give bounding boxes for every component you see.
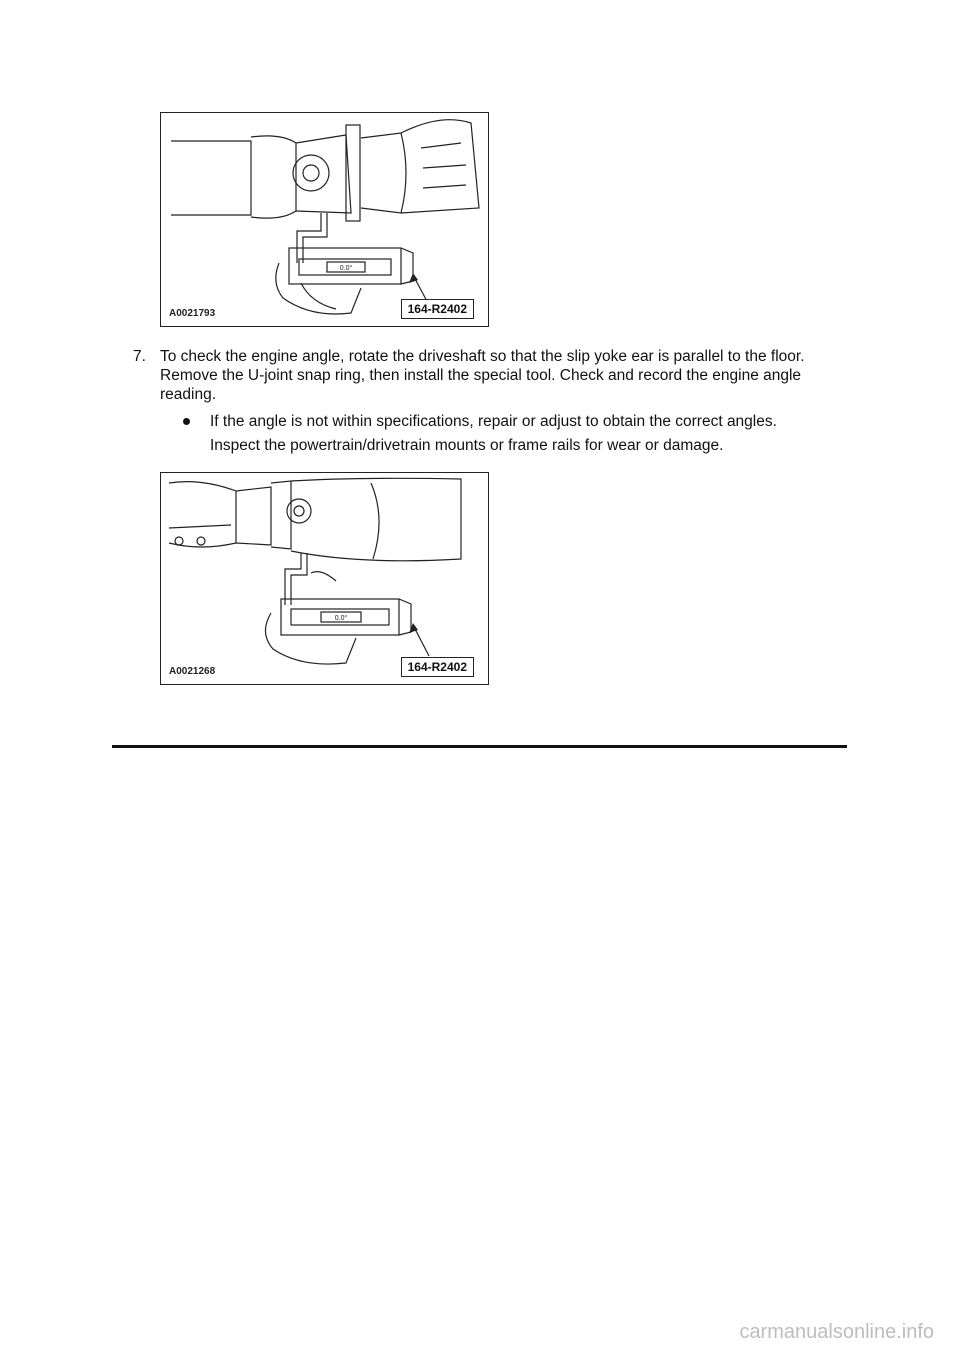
inclinometer-reading-1: 0.0° xyxy=(339,265,353,272)
bullet-text: If the angle is not within specifications, repair or adjust to obtain the correct angles. xyxy=(210,413,777,430)
figure-id-1: A0021793 xyxy=(169,308,216,319)
figure-id-2: A0021268 xyxy=(169,666,216,677)
inclinometer-reading-2: 0.0° xyxy=(334,615,348,622)
watermark: carmanualsonline.info xyxy=(739,1321,934,1343)
driveshaft-illustration-2 xyxy=(161,473,488,684)
step-text: To check the engine angle, rotate the driveshaft so that the slip yoke ear is parallel to the floor. Remove the U-joint snap ring, then install the special tool. Check and record the engine angle reading. xyxy=(160,348,805,403)
driveshaft-illustration-1 xyxy=(161,113,488,326)
bullet-subtext: Inspect the powertrain/drivetrain mounts or frame rails for wear or damage. xyxy=(210,437,724,454)
bullet-icon xyxy=(183,418,190,425)
tool-callout-1: 164-R2402 xyxy=(401,299,474,319)
tool-callout-2: 164-R2402 xyxy=(401,657,474,677)
step-number: 7. xyxy=(133,348,146,365)
page-divider xyxy=(112,745,847,748)
figure-engine-angle-bottom xyxy=(160,472,489,685)
figure-engine-angle-top xyxy=(160,112,489,327)
